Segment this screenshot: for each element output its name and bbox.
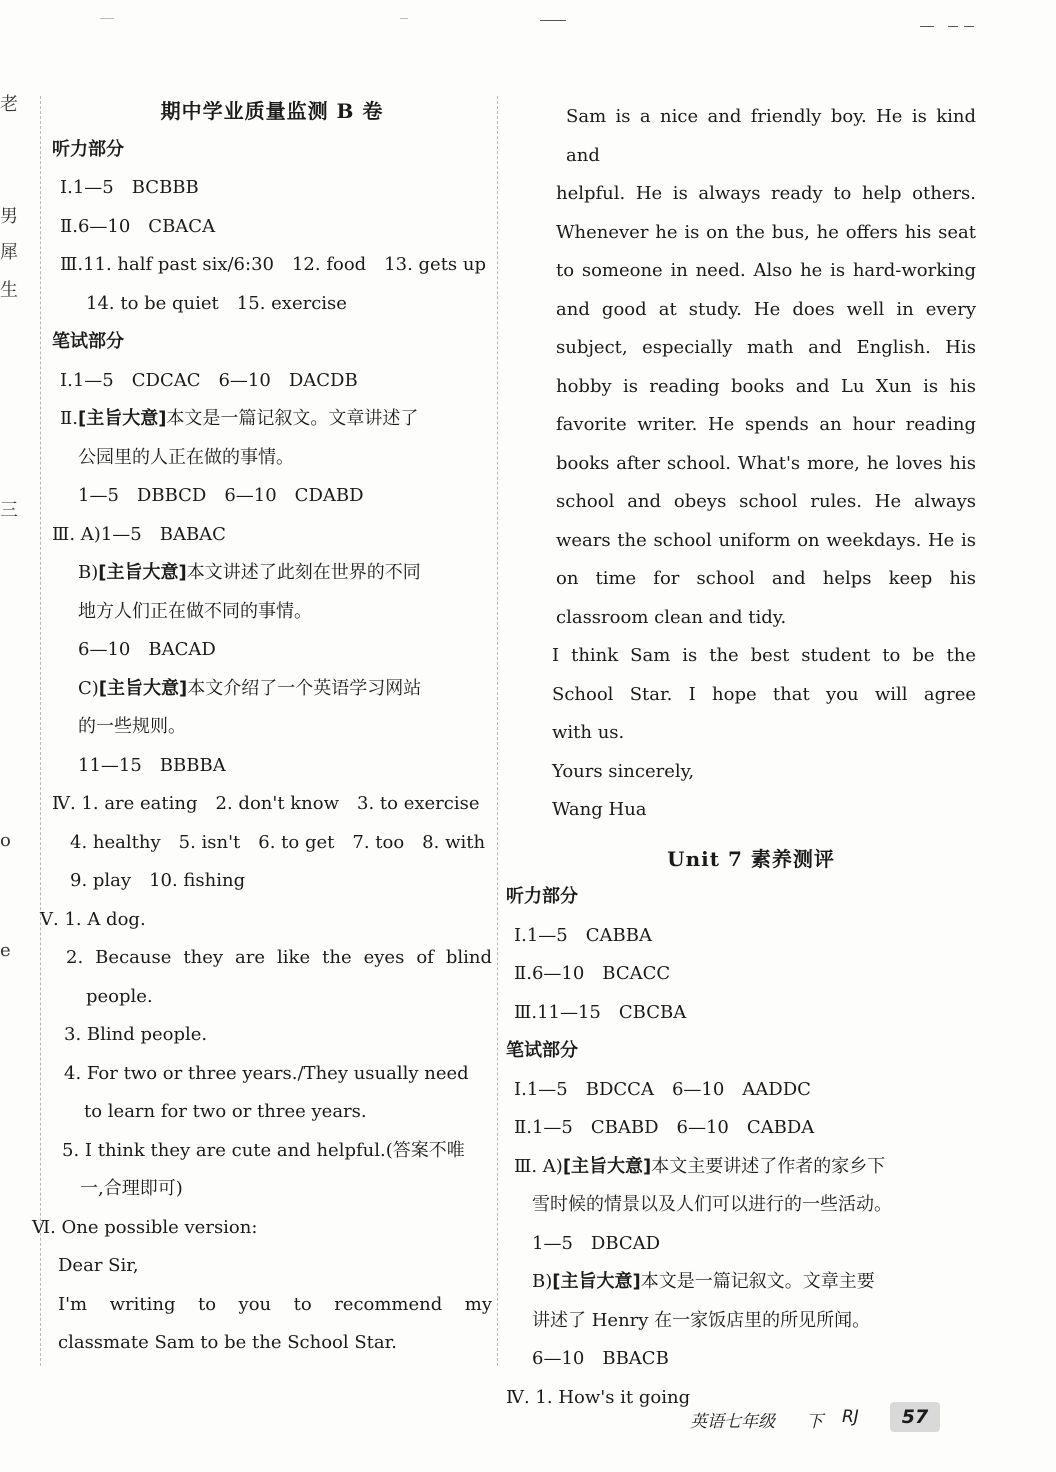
- answer-line: Ⅱ.6—10 CBACA: [60, 215, 216, 237]
- main-idea-tag: [主旨大意]: [562, 1155, 652, 1177]
- main-idea-text: 地方人们正在做不同的事情。: [78, 600, 312, 622]
- right-column: [506, 98, 976, 1417]
- answer-line: 一,合理即可): [80, 1178, 183, 1199]
- left-margin-rule: [40, 96, 41, 1366]
- letter-signature: Wang Hua: [552, 799, 647, 820]
- essay-line: Whenever he is on the bus, he offers his seat: [556, 221, 976, 243]
- essay-line: Sam is a nice and friendly boy. He is kind and: [566, 106, 976, 166]
- item-label: C): [78, 677, 99, 699]
- footer-volume: 下: [806, 1412, 823, 1432]
- main-idea-tag: [主旨大意]: [552, 1271, 641, 1292]
- margin-char: 老: [0, 94, 18, 115]
- answer-line: 1—5 DBBCD 6—10 CDABD: [78, 485, 364, 506]
- main-idea-line: [506, 1148, 976, 1187]
- main-idea-text: 本文是一篇记叙文。文章主要: [640, 1271, 875, 1292]
- essay-line: School Star. I hope that you will agree: [552, 683, 976, 705]
- essay-line: on time for school and helps keep his: [556, 568, 976, 589]
- answer-line: Ⅰ.1—5 CDCAC 6—10 DACDB: [60, 369, 358, 391]
- listening-heading: 听力部分: [52, 138, 124, 160]
- answer-line: Ⅳ. 1. are eating 2. don't know 3. to exercise: [52, 793, 480, 814]
- essay-line: school and obeys school rules. He always: [556, 491, 976, 512]
- page-footer: [690, 1402, 950, 1434]
- footer-subject: 英语七年级: [690, 1412, 775, 1432]
- main-idea-line: [52, 554, 492, 593]
- margin-char: 生: [0, 280, 18, 301]
- main-idea-text: 公园里的人正在做的事情。: [78, 446, 294, 468]
- main-idea-text: 雪时候的情景以及人们可以进行的一些活动。: [532, 1194, 892, 1215]
- answer-line: Ⅰ.1—5 BCBBB: [60, 177, 199, 198]
- essay-line: classroom clean and tidy.: [556, 606, 787, 628]
- letter-greeting: Dear Sir,: [58, 1255, 139, 1276]
- answer-line: Ⅲ.11. half past six/6:30 12. food 13. gets up: [60, 254, 487, 275]
- answer-line: 14. to be quiet 15. exercise: [86, 292, 347, 314]
- main-idea-tag: [主旨大意]: [77, 408, 167, 429]
- answer-line: people.: [86, 985, 153, 1007]
- main-idea-text: 本文讲述了此刻在世界的不同: [186, 562, 421, 583]
- listening-heading: 听力部分: [506, 886, 578, 907]
- main-idea-text: 本文主要讲述了作者的家乡下: [651, 1155, 886, 1177]
- essay-line: hobby is reading books and Lu Xun is his: [556, 375, 976, 397]
- unit-title: Unit 7 素养测评: [667, 846, 835, 871]
- margin-char: 男: [0, 206, 18, 227]
- main-idea-line: [52, 670, 492, 709]
- essay-line: subject, especially math and English. His: [556, 337, 976, 358]
- answer-line: 6—10 BACAD: [78, 639, 216, 660]
- answer-line: Ⅲ.11—15 CBCBA: [514, 1001, 687, 1023]
- main-idea-text: 本文介绍了一个英语学习网站: [187, 677, 422, 699]
- essay-line: to someone in need. Also he is hard-working: [556, 260, 976, 281]
- answer-line: 4. healthy 5. isn't 6. to get 7. too 8. with: [70, 831, 486, 853]
- answer-line: 5. I think they are cute and helpful.(答案不唯: [62, 1139, 465, 1161]
- answer-line: 3. Blind people.: [64, 1024, 208, 1045]
- answer-line: Ⅳ. 1. How's it going: [506, 1386, 691, 1408]
- essay-line: classmate Sam to be the School Star.: [58, 1332, 397, 1353]
- answer-line: 11—15 BBBBA: [78, 754, 226, 776]
- previous-page-margin: [0, 90, 24, 1090]
- written-heading: 笔试部分: [506, 1040, 578, 1061]
- essay-line: wears the school uniform on weekdays. He is: [556, 529, 976, 551]
- essay-line: books after school. What's more, he loves his: [556, 452, 976, 474]
- main-idea-text: 的一些规则。: [78, 716, 186, 737]
- item-label: B): [532, 1271, 553, 1292]
- answer-line: Ⅰ.1—5 BDCCA 6—10 AADDC: [514, 1078, 811, 1100]
- answer-line: Ⅵ. One possible version:: [32, 1216, 258, 1238]
- answer-line: Ⅲ. A)1—5 BABAC: [52, 523, 226, 545]
- essay-line: I think Sam is the best student to be the: [552, 645, 976, 666]
- main-idea-line: [52, 400, 492, 439]
- item-label: Ⅲ. A): [514, 1155, 563, 1177]
- main-idea-text: 本文是一篇记叙文。文章讲述了: [166, 408, 419, 429]
- margin-char: 三: [0, 500, 18, 521]
- written-heading: 笔试部分: [52, 331, 124, 352]
- left-column: [32, 92, 492, 1363]
- answer-line: 6—10 BBACB: [532, 1348, 669, 1369]
- essay-line: with us.: [552, 722, 625, 743]
- essay-line: helpful. He is always ready to help others.: [556, 183, 976, 204]
- main-idea-text: 讲述了 Henry 在一家饭店里的所见所闻。: [532, 1309, 871, 1331]
- essay-line: I'm writing to you to recommend my: [58, 1293, 492, 1315]
- footer-edition: RJ: [842, 1407, 859, 1427]
- main-idea-tag: [主旨大意]: [98, 562, 187, 583]
- margin-char: 犀: [0, 242, 18, 263]
- answer-line: 2. Because they are like the eyes of blind: [66, 947, 492, 968]
- margin-char: o: [0, 830, 11, 851]
- answer-line: Ⅰ.1—5 CABBA: [514, 924, 652, 946]
- answer-line: Ⅴ. 1. A dog.: [40, 908, 146, 930]
- answer-line: 9. play 10. fishing: [70, 870, 246, 891]
- item-label: Ⅱ.: [60, 408, 78, 429]
- answer-line: Ⅱ.1—5 CBABD 6—10 CABDA: [514, 1117, 815, 1138]
- main-idea-line: [506, 1263, 976, 1302]
- answer-line: Ⅱ.6—10 BCACC: [514, 963, 671, 984]
- exam-title: 期中学业质量监测 B 卷: [160, 99, 384, 123]
- top-crop-marks: [0, 18, 1056, 28]
- answer-line: to learn for two or three years.: [84, 1101, 367, 1122]
- item-label: B): [78, 562, 99, 583]
- column-divider: [497, 96, 498, 1366]
- page-number: 57: [890, 1402, 940, 1432]
- letter-closing: Yours sincerely,: [552, 760, 695, 782]
- main-idea-tag: [主旨大意]: [98, 677, 188, 699]
- answer-line: 4. For two or three years./They usually need: [64, 1062, 469, 1084]
- margin-char: e: [0, 940, 11, 961]
- answer-line: 1—5 DBCAD: [532, 1232, 661, 1254]
- essay-line: and good at study. He does well in every: [556, 298, 976, 320]
- essay-line: favorite writer. He spends an hour reading: [556, 414, 976, 435]
